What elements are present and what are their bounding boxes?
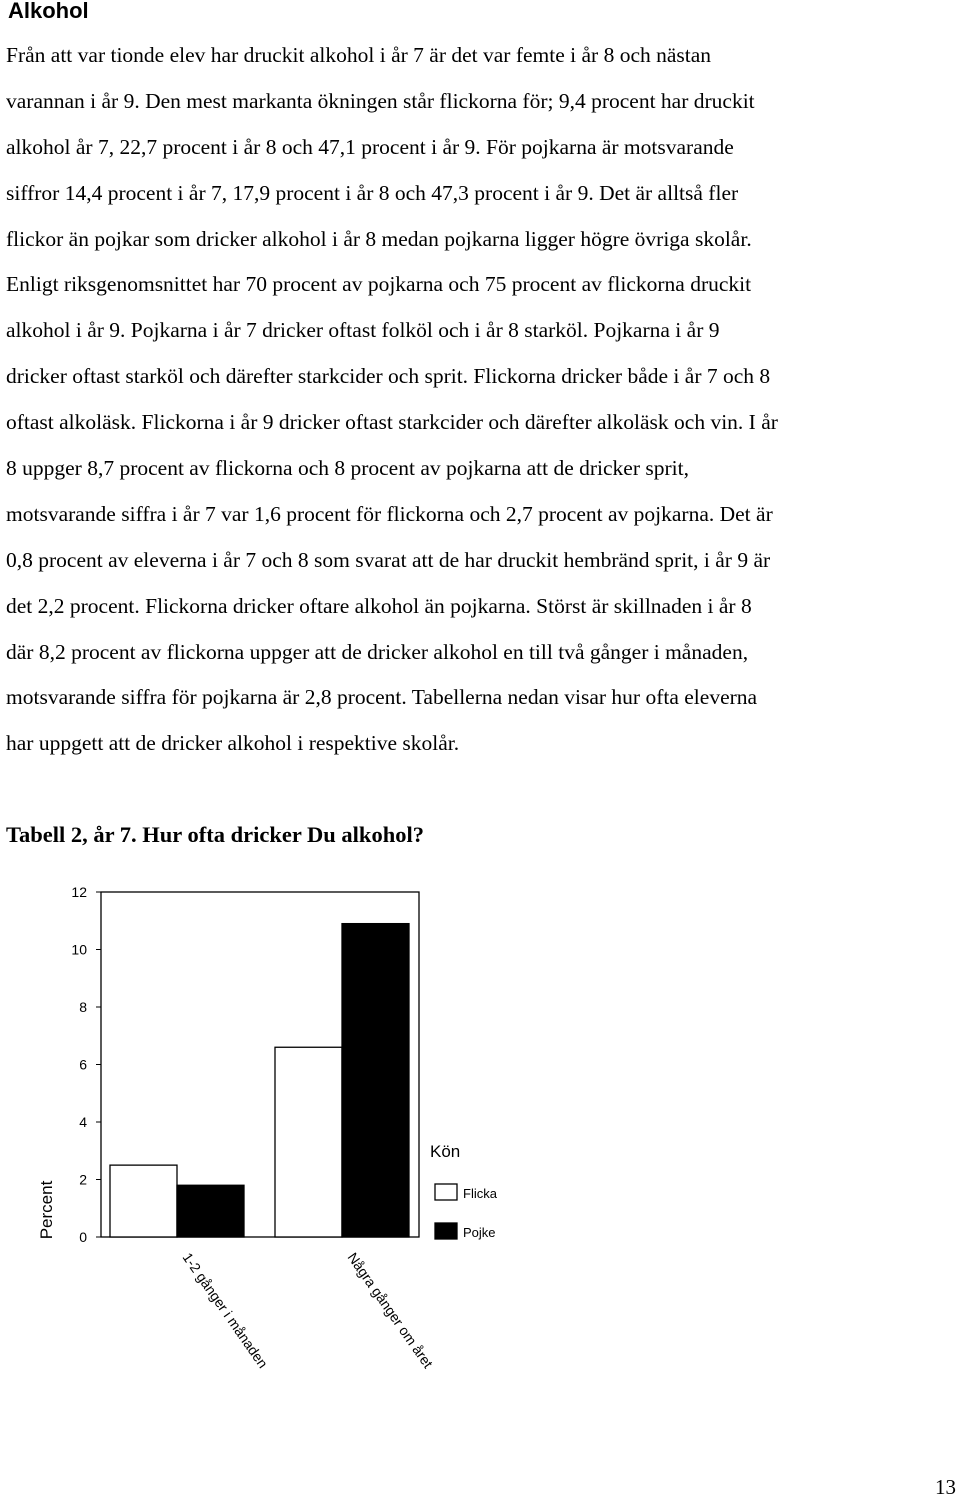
y-tick-label: 0 — [79, 1229, 87, 1245]
paragraph-line: Från att var tionde elev har druckit alkohol i år 7 är det var femte i år 8 och nästan — [6, 43, 712, 67]
y-tick-label: 4 — [79, 1114, 87, 1130]
paragraph-line: siffror 14,4 procent i år 7, 17,9 procent i år 8 och 47,3 procent i år 9. Det är alltså fler — [6, 180, 739, 205]
paragraph-line: 8 uppger 8,7 procent av flickorna och 8 procent av pojkarna att de dricker sprit, — [6, 456, 689, 481]
paragraph-line: där 8,2 procent av flickorna uppger att de dricker alkohol en till två gånger i månaden, — [6, 639, 749, 664]
paragraph-line: motsvarande siffra i år 7 var 1,6 procent för flickorna och 2,7 procent av pojkarna. Det är — [6, 501, 773, 526]
paragraph-line: 0,8 procent av eleverna i år 7 och 8 som svarat att de har druckit hembränd sprit, i år 9 är — [6, 547, 771, 572]
paragraph-line: det 2,2 procent. Flickorna dricker oftare alkohol än pojkarna. Störst är skillnaden i år 8 — [6, 593, 752, 618]
section-heading: Alkohol — [8, 0, 89, 23]
bar-flicka-2 — [275, 1047, 342, 1237]
legend-swatch-flicka — [435, 1184, 457, 1200]
legend-label-flicka: Flicka — [463, 1186, 497, 1201]
paragraph-line: varannan i år 9. Den mest markanta ökningen står flickorna för; 9,4 procent har druckit — [6, 88, 755, 113]
paragraph-line: Enligt riksgenomsnittet har 70 procent av pojkarna och 75 procent av flickorna druckit — [6, 272, 752, 297]
legend-label-pojke: Pojke — [463, 1225, 496, 1240]
y-tick-label: 8 — [79, 999, 87, 1015]
body-paragraph — [6, 33, 956, 767]
x-category-label: Några gånger om året — [344, 1249, 437, 1371]
paragraph-line: alkohol år 7, 22,7 procent i år 8 och 47,1 procent i år 9. För pojkarna är motsvarande — [6, 134, 734, 159]
y-tick-label: 10 — [71, 941, 87, 958]
paragraph-line: oftast alkoläsk. Flickorna i år 9 dricker oftast starkcider och därefter alkoläsk och vin. I år — [6, 410, 778, 435]
y-tick-label: 6 — [79, 1056, 87, 1073]
paragraph-line: har uppgett att de dricker alkohol i respektive skolår. — [6, 731, 460, 756]
paragraph-line: motsvarande siffra för pojkarna är 2,8 procent. Tabellerna nedan visar hur ofta eleverna — [6, 685, 758, 710]
x-category-label: 1-2 gånger i månaden — [179, 1249, 272, 1371]
bar-pojke-2 — [342, 924, 409, 1237]
paragraph-line: dricker oftast starköl och därefter starkcider och sprit. Flickorna dricker både i år 7 och 8 — [6, 364, 771, 389]
legend-title: Kön — [430, 1142, 461, 1161]
paragraph-line: flickor än pojkar som dricker alkohol i år 8 medan pojkarna ligger högre övriga skolår. — [6, 226, 752, 251]
y-tick-label: 12 — [71, 884, 87, 900]
bar-pojke-1 — [177, 1185, 244, 1237]
bar-chart — [0, 870, 960, 1430]
legend-swatch-pojke — [435, 1223, 457, 1239]
paragraph-line: alkohol i år 9. Pojkarna i år 7 dricker oftast folköl och i år 8 starköl. Pojkarna i år 9 — [6, 318, 720, 343]
y-axis-label: Percent — [37, 1180, 56, 1240]
bar-flicka-1 — [110, 1165, 177, 1237]
page-number: 13 — [935, 1475, 956, 1499]
y-tick-label: 2 — [79, 1171, 87, 1188]
table-title: Tabell 2, år 7. Hur ofta dricker Du alkohol? — [6, 822, 424, 847]
